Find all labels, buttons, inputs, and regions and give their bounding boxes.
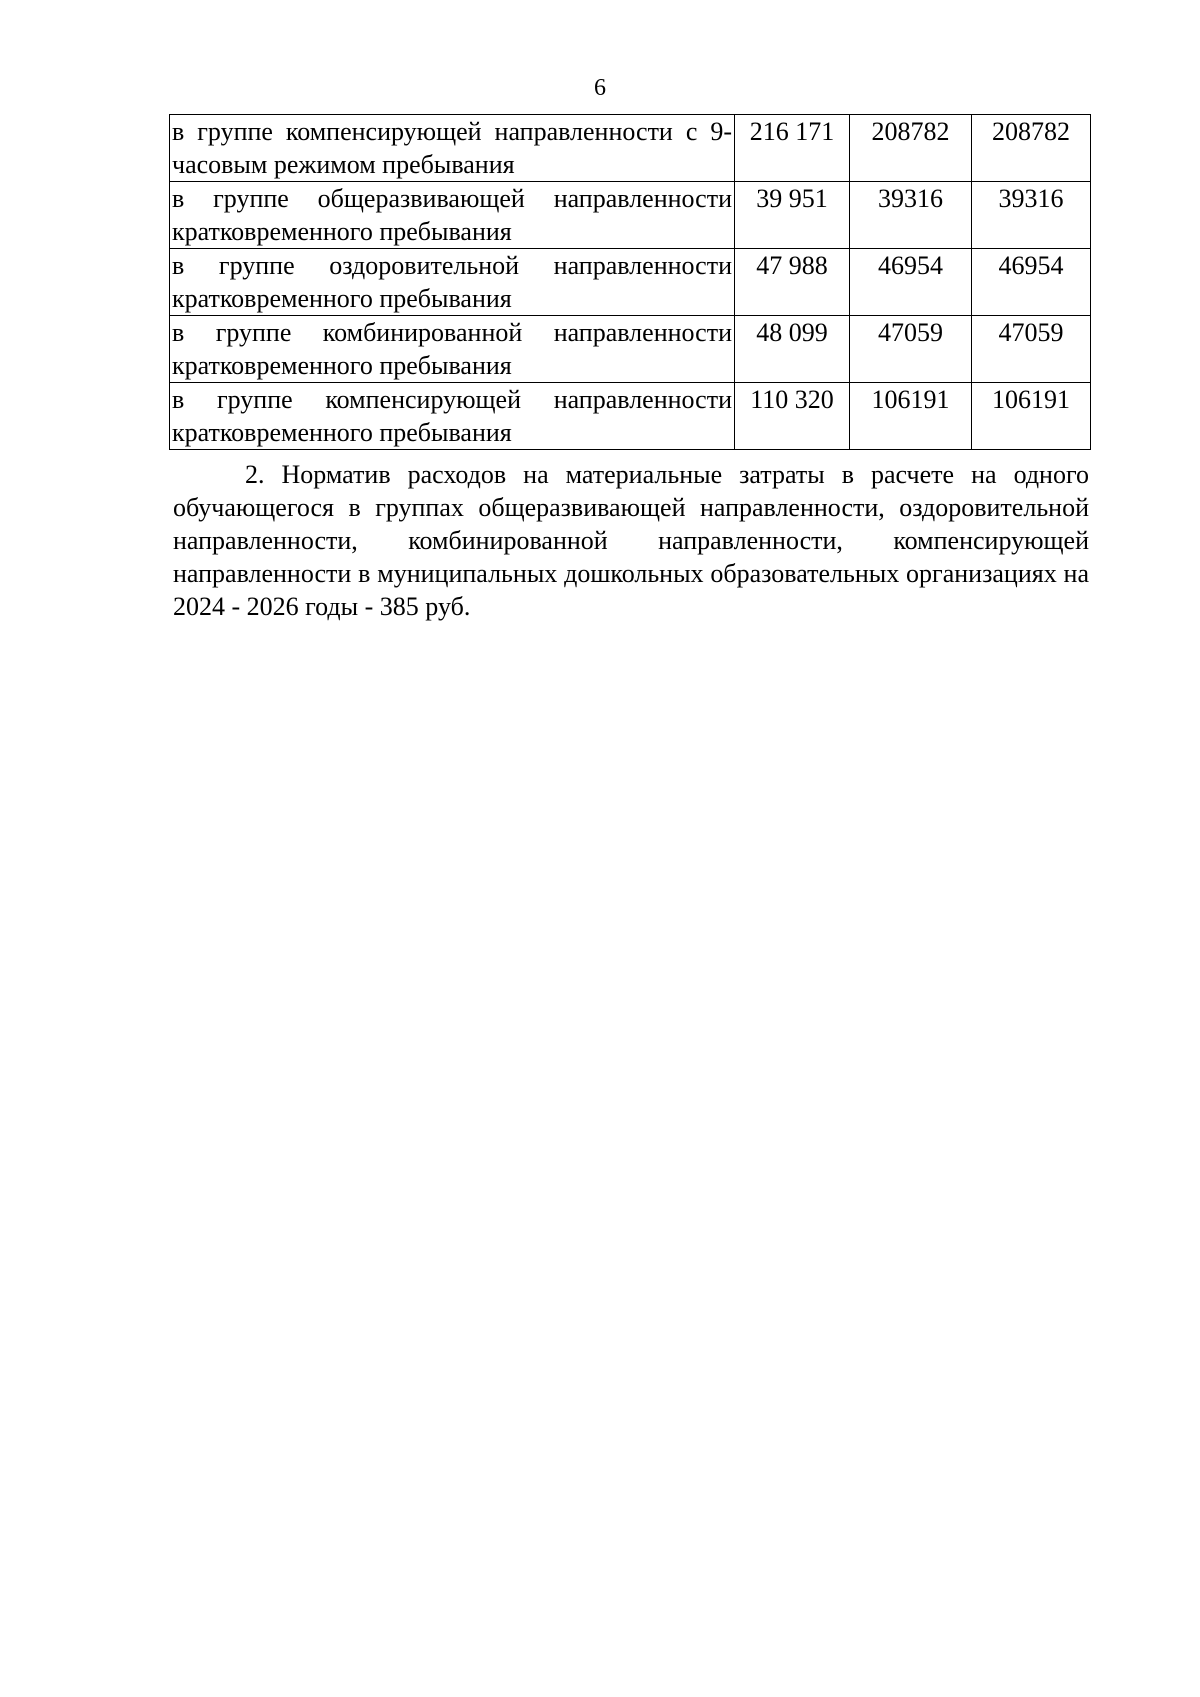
row-value: 47 988 [735,249,850,316]
row-label: в группе компенсирующей направленности кратковременного пребывания [170,383,735,450]
row-value: 47059 [850,316,972,383]
row-value: 48 099 [735,316,850,383]
page-number: 6 [594,75,606,101]
table-row [170,115,1091,182]
row-label: в группе комбинированной направленности кратковременного пребывания [170,316,735,383]
row-value: 46954 [850,249,972,316]
norms-table [169,114,1091,450]
row-label: в группе компенсирующей направленности с 9-часовым режимом пребывания [170,115,735,182]
table-row [170,316,1091,383]
row-value: 216 171 [735,115,850,182]
row-value: 208782 [972,115,1091,182]
row-label: в группе оздоровительной направленности кратковременного пребывания [170,249,735,316]
table-row [170,383,1091,450]
row-value: 106191 [850,383,972,450]
row-value: 39316 [850,182,972,249]
row-value: 46954 [972,249,1091,316]
row-value: 110 320 [735,383,850,450]
row-value: 39316 [972,182,1091,249]
table-row [170,182,1091,249]
row-value: 47059 [972,316,1091,383]
table-row [170,249,1091,316]
row-value: 39 951 [735,182,850,249]
row-value: 106191 [972,383,1091,450]
body-paragraph: 2. Норматив расходов на материальные затраты в расчете на одного обучающегося в группах общеразвивающей направленности, оздоровительной направленности, комбинированной направленности, компенсирующей направленности в муниципальных дошкольных образовательных организациях на 2024 - 2026 годы - 385 руб. [173,460,1089,621]
row-value: 208782 [850,115,972,182]
row-label: в группе общеразвивающей направленности кратковременного пребывания [170,182,735,249]
